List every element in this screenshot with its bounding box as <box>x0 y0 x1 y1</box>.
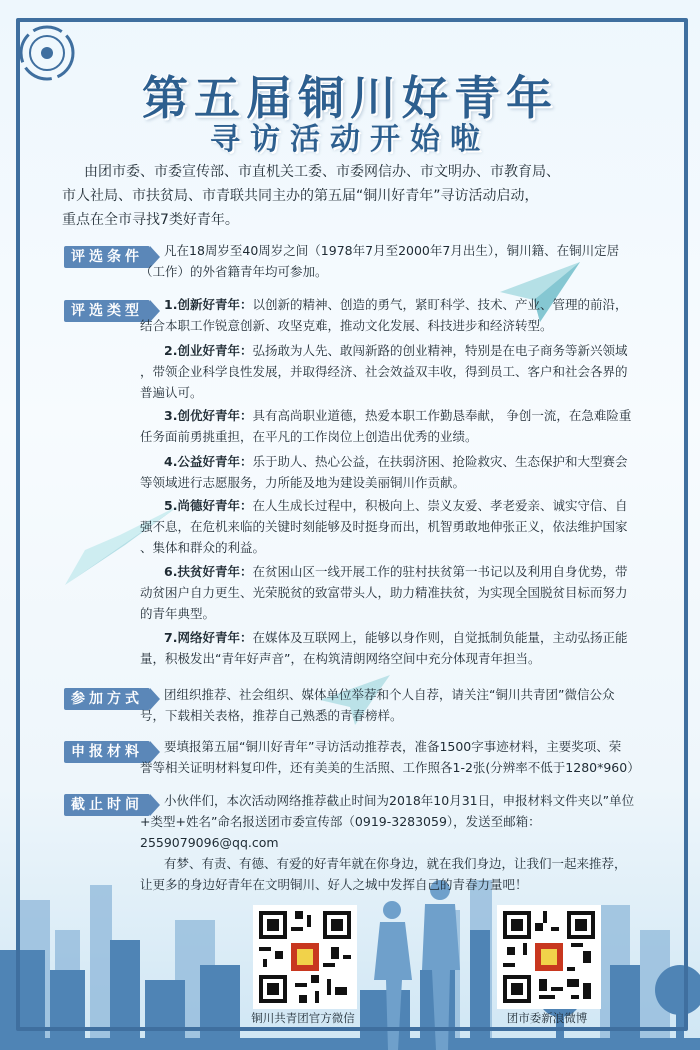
type-item-excellence <box>140 405 645 447</box>
method-line: 团组织推荐、社会组织、媒体单位举荐和个人自荐，请关注“铜川共青团”微信公众 <box>164 687 615 702</box>
type-desc: 等领域进行志愿服务，力所能及地为建设美丽铜川作贡献。 <box>140 475 466 490</box>
qr-caption-wechat: 铜川共青团官方微信 <box>251 1011 355 1025</box>
section-label-criteria: 评选条件 <box>64 246 150 268</box>
type-desc: 任务面前勇挑重担，在平凡的工作岗位上创造出优秀的业绩。 <box>140 429 478 444</box>
type-item-virtue <box>140 495 645 558</box>
type-item-startup <box>140 340 645 403</box>
type-desc: 弘扬敢为人先、敢闯新路的创业精神，特别是在电子商务等新兴领域 <box>252 343 628 358</box>
type-name: 5.尚德好青年： <box>164 498 253 513</box>
type-desc: 动贫困户自力更生、光荣脱贫的致富带头人，助力精准扶贫，为实现全国脱贫目标而努力 <box>140 585 628 600</box>
type-item-internet <box>140 627 645 669</box>
deadline-line: 小伙伴们，本次活动网络推荐截止时间为2018年10月31日，申报材料文件夹以”单位 <box>164 793 635 808</box>
intro-line: 重点在全市寻找7类好青年。 <box>62 212 239 228</box>
type-desc: 结合本职工作锐意创新、攻坚克难，推动文化发展、科技进步和经济转型。 <box>140 318 553 333</box>
poster-subtitle: 寻访活动开始啦 <box>210 122 490 157</box>
method-line: 号，下载相关表格，推荐自己熟悉的青春榜样。 <box>140 708 403 723</box>
type-item-poverty <box>140 561 645 624</box>
type-desc: 、集体和群众的利益。 <box>140 540 266 555</box>
type-desc: 以创新的精神、创造的勇气，紧盯科学、技术、产业、管理的前沿， <box>252 297 628 312</box>
intro-line: 市人社局、市扶贫局、市青联共同主办的第五届“铜川好青年”寻访活动启动， <box>62 188 539 204</box>
wechat-qr-code[interactable] <box>253 905 357 1009</box>
type-desc: ，带领企业科学良性发展，并取得经济、社会效益双丰收，得到员工、客户和社会各界的 <box>140 364 628 379</box>
type-desc: 具有高尚职业道德，热爱本职工作勤恳奉献， 争创一流，在急难险重 <box>252 408 632 423</box>
deadline-text <box>140 790 645 895</box>
type-desc: 强不息，在危机来临的关键时刻能够及时挺身而出，机智勇敢地伸张正义，依法维护国家 <box>140 519 628 534</box>
deadline-line: +类型+姓名”命名报送团市委宣传部（0919-3283059），发送至邮箱： <box>140 814 541 829</box>
type-desc: 普遍认可。 <box>140 385 203 400</box>
type-desc: 量，积极发出“青年好声音”，在构筑清朗网络空间中充分体现青年担当。 <box>140 651 541 666</box>
type-item-innovation <box>140 294 645 336</box>
type-item-charity <box>140 451 645 493</box>
materials-text <box>140 736 645 778</box>
criteria-line: （工作）的外省籍青年均可参加。 <box>140 264 328 279</box>
type-name: 3.创优好青年： <box>164 408 253 423</box>
type-name: 6.扶贫好青年： <box>164 564 253 579</box>
poster-title: 第五届铜川好青年 <box>142 71 558 125</box>
method-text <box>140 684 645 726</box>
weibo-qr-code[interactable] <box>497 905 601 1009</box>
section-label-deadline: 截止时间 <box>64 794 150 816</box>
criteria-line: 凡在18周岁至40周岁之间（1978年7月至2000年7月出生），铜川籍、在铜川定居 <box>164 243 620 258</box>
type-desc: 乐于助人、热心公益，在扶弱济困、抢险救灾、生态保护和大型赛会 <box>252 454 628 469</box>
materials-line: 誉等相关证明材料复印件，还有美美的生活照、工作照各1-2张(分辨率不低于1280*960） <box>140 760 640 775</box>
type-name: 7.网络好青年： <box>164 630 253 645</box>
intro-line: 由团市委、市委宣传部、市直机关工委、市委网信办、市文明办、市教育局、 <box>84 164 560 180</box>
deadline-line: 有梦、有责、有德、有爱的好青年就在你身边，就在我们身边，让我们一起来推荐， <box>164 856 627 871</box>
criteria-text <box>140 240 645 282</box>
qr-caption-weibo: 团市委新浪微博 <box>506 1011 588 1025</box>
section-label-method: 参加方式 <box>64 688 150 710</box>
type-name: 4.公益好青年： <box>164 454 253 469</box>
intro-paragraph <box>62 160 652 232</box>
type-desc: 在媒体及互联网上，能够以身作则，自觉抵制负能量，主动弘扬正能 <box>252 630 628 645</box>
type-desc: 的青年典型。 <box>140 606 216 621</box>
type-desc: 在贫困山区一线开展工作的驻村扶贫第一书记以及利用自身优势，带 <box>252 564 628 579</box>
materials-line: 要填报第五届“铜川好青年”寻访活动推荐表，准备1500字事迹材料，主要奖项、荣 <box>164 739 622 754</box>
deadline-line: 让更多的身边好青年在文明铜川、好人之城中发挥自己的青春力量吧！ <box>140 877 528 892</box>
type-name: 1.创新好青年： <box>164 297 253 312</box>
section-label-types: 评选类型 <box>64 300 150 322</box>
section-label-materials: 申报材料 <box>64 741 150 763</box>
type-desc: 在人生成长过程中，积极向上、崇义友爱、孝老爱亲、诚实守信、自 <box>252 498 628 513</box>
email-address: 2559079096@qq.com <box>140 835 279 850</box>
type-name: 2.创业好青年： <box>164 343 253 358</box>
